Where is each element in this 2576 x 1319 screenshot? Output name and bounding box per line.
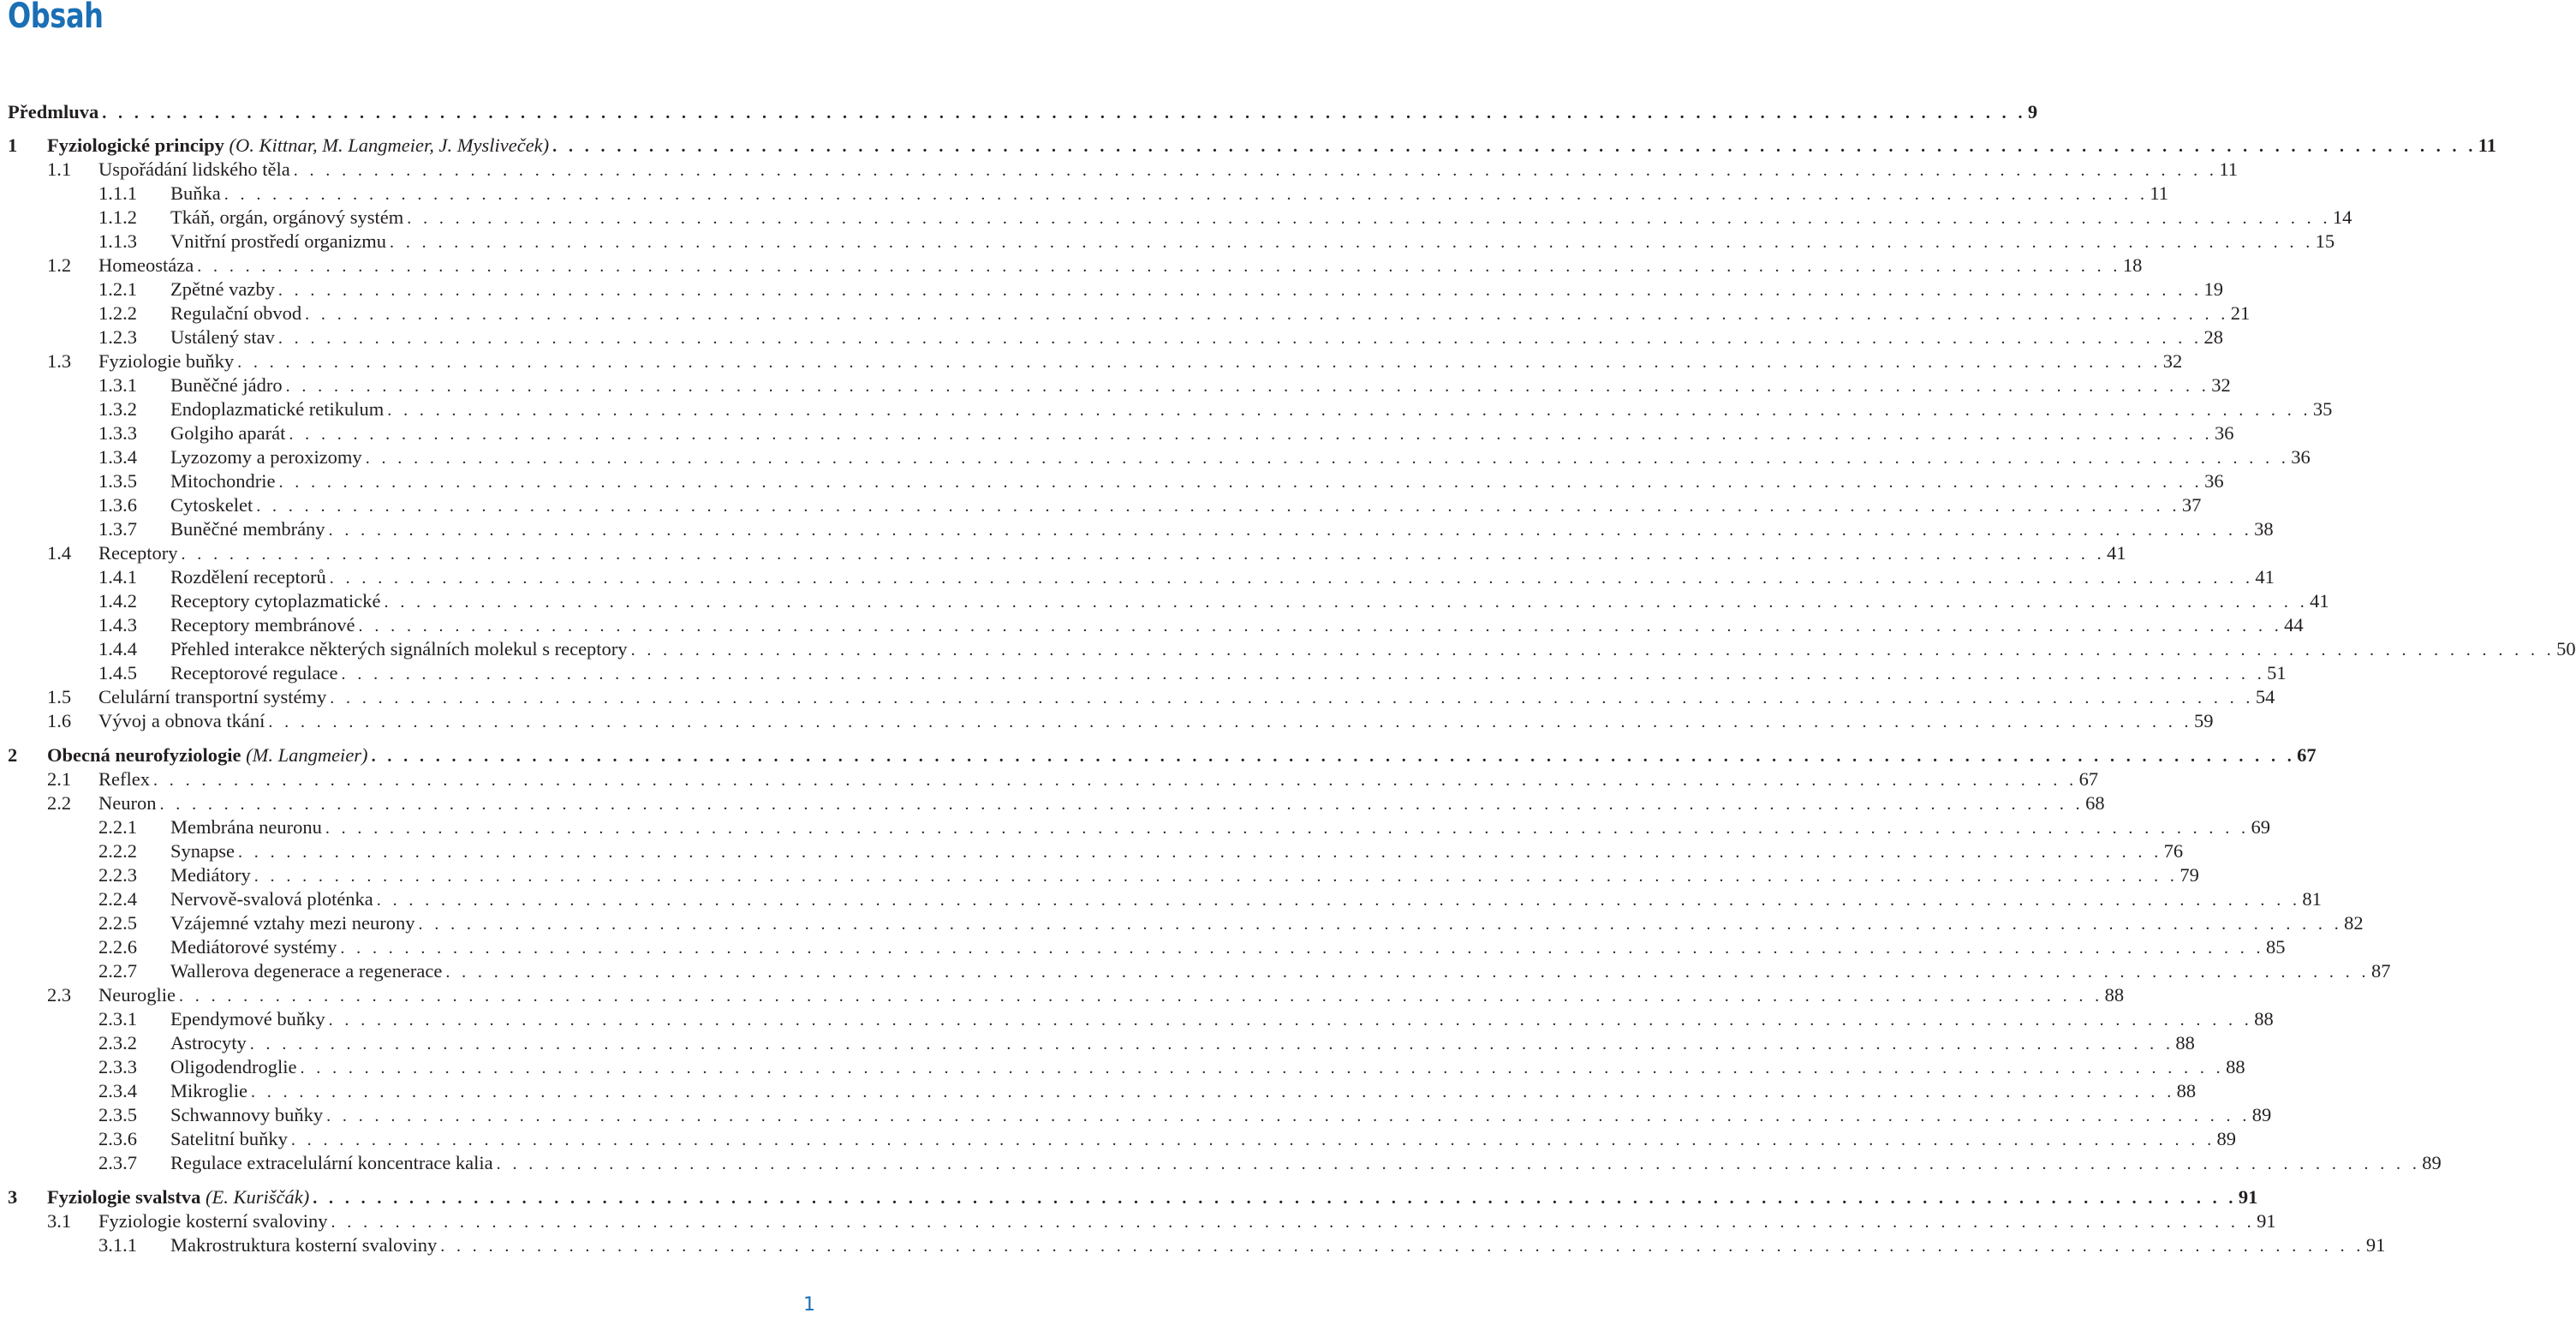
dot-leader: . . . . . . . . . . . . . . . . . . . . . . . . . . . . . . . . . . . . . . . . . . . . . . . . . . . . . . . . . . . . . . . . . . . . . . . . . . . . . . . . . . . . . . . . . . . . . . . . . . . . . . . . . . . . . . . . . . . . . . . .	[329, 569, 2254, 588]
toc-title-text: Předmluva	[8, 101, 99, 122]
toc-chapter[interactable]	[8, 100, 2038, 124]
dot-leader: . . . . . . . . . . . . . . . . . . . . . . . . . . . . . . . . . . . . . . . . . . . . . . . . . . . . . . . . . . . . . . . . . . . . . . . . . . . . . . . . . . . . . . . . . . . . . . . . . . . . . . . . . . . . . . . . . . . . . . . .	[268, 713, 2192, 731]
toc-title-text: Fyziologie kosterní svaloviny	[98, 1210, 328, 1232]
toc-page-number: 44	[2284, 614, 2304, 636]
toc-entry[interactable]	[98, 517, 2274, 541]
toc-title-text: Makrostruktura kosterní svaloviny	[170, 1234, 438, 1256]
toc-number: 1.3.7	[98, 518, 137, 540]
toc-page-number: 91	[2365, 1234, 2386, 1256]
toc-number: 2.3.4	[98, 1080, 137, 1101]
dot-leader: . . . . . . . . . . . . . . . . . . . . . . . . . . . . . . . . . . . . . . . . . . . . . . . . . . . . . . . . . . . . . . . . . . . . . . . . . . . . . . . . . . . . . . . . . . . . . . . . . . . . . . . . . . . . . . . . . . . . . . . .	[178, 987, 2103, 1006]
toc-author: (E. Kuriščák)	[205, 1186, 310, 1208]
toc-title-text: Schwannovy buňky	[170, 1104, 324, 1125]
dot-leader: . . . . . . . . . . . . . . . . . . . . . . . . . . . . . . . . . . . . . . . . . . . . . . . . . . . . . . . . . . . . . . . . . . . . . . . . . . . . . . . . . . . . . . . . . . . . . . . . . . . . . . . . . . . . . . . . . . . . . . . .	[341, 665, 2266, 683]
toc-entry[interactable]	[47, 1209, 2276, 1233]
toc-chapter[interactable]	[8, 743, 2317, 767]
toc-number: 2.3.5	[98, 1104, 137, 1125]
dot-leader: . . . . . . . . . . . . . . . . . . . . . . . . . . . . . . . . . . . . . . . . . . . . . . . . . . . . . . . . . . . . . . . . . . . . . . . . . . . . . . . . . . . . . . . . . . . . . . . . . . . . . . . . . . . . . . . . . . . . . . . .	[371, 747, 2296, 766]
toc-number: 2.2.5	[98, 912, 137, 934]
toc-title-text: Mitochondrie	[170, 470, 276, 492]
toc-title	[170, 469, 278, 493]
toc-page-number: 19	[2203, 278, 2223, 300]
toc-number: 1.6	[47, 710, 72, 731]
toc-title-text: Mikroglie	[170, 1080, 247, 1101]
dot-leader: . . . . . . . . . . . . . . . . . . . . . . . . . . . . . . . . . . . . . . . . . . . . . . . . . . . . . . . . . . . . . . . . . . . . . . . . . . . . . . . . . . . . . . . . . . . . . . . . . . . . . . . . . . . . . . . . . . . . . . . .	[445, 963, 2370, 982]
toc-title-text: Regulační obvod	[170, 302, 302, 324]
toc-page-number: 68	[2085, 792, 2105, 814]
toc-title	[170, 1007, 329, 1031]
toc-title	[170, 1151, 497, 1175]
toc-number: 2.2.4	[98, 888, 137, 910]
toc-number: 1.4.3	[98, 614, 137, 636]
toc-entry[interactable]	[98, 182, 2169, 206]
dot-leader: . . . . . . . . . . . . . . . . . . . . . . . . . . . . . . . . . . . . . . . . . . . . . . . . . . . . . . . . . . . . . . . . . . . . . . . . . . . . . . . . . . . . . . . . . . . . . . . . . . . . . . . . . . . . . . . . . . . . . . . .	[331, 1213, 2256, 1232]
toc-title	[98, 767, 153, 791]
toc-number: 1.4.2	[98, 590, 137, 612]
toc-number: 3.1.1	[98, 1234, 137, 1256]
toc-page-number: 67	[2078, 768, 2099, 790]
toc-entry[interactable]	[47, 791, 2105, 815]
toc-entry[interactable]	[98, 1055, 2245, 1079]
toc-entry[interactable]	[98, 613, 2304, 637]
toc-page-number: 36	[2291, 446, 2311, 468]
toc-entry[interactable]	[98, 661, 2287, 685]
toc-number: 1.4.5	[98, 662, 137, 683]
toc-title-text: Celulární transportní systémy	[98, 686, 327, 707]
toc-number: 1.4.4	[98, 638, 137, 660]
toc-entry[interactable]	[98, 206, 2352, 230]
toc-title-text: Receptory	[98, 542, 178, 564]
toc-entry[interactable]	[98, 589, 2329, 613]
toc-number: 1.4.1	[98, 566, 137, 588]
toc-title-text: Golgiho aparát	[170, 422, 286, 444]
toc-title-text: Mediátory	[170, 864, 251, 886]
toc-title	[98, 349, 237, 373]
toc-entry[interactable]	[98, 637, 2576, 661]
toc-number: 1.3.6	[98, 494, 137, 516]
dot-leader: . . . . . . . . . . . . . . . . . . . . . . . . . . . . . . . . . . . . . . . . . . . . . . . . . . . . . . . . . . . . . . . . . . . . . . . . . . . . . . . . . . . . . . . . . . . . . . . . . . . . . . . . . . . . . . . . . . . . . . . .	[249, 1035, 2174, 1053]
dot-leader: . . . . . . . . . . . . . . . . . . . . . . . . . . . . . . . . . . . . . . . . . . . . . . . . . . . . . . . . . . . . . . . . . . . . . . . . . . . . . . . . . . . . . . . . . . . . . . . . . . . . . . . . . . . . . . . . . . . . . . . .	[152, 771, 2078, 790]
toc-page-number: 21	[2230, 302, 2251, 324]
toc-page-number: 89	[2216, 1128, 2236, 1149]
toc-entry[interactable]	[98, 1127, 2236, 1151]
toc-title	[170, 613, 359, 637]
toc-title-text: Mediátorové systémy	[170, 936, 337, 958]
toc-title-text: Vývoj a obnova tkání	[98, 710, 265, 731]
toc-number: 2.2.1	[98, 816, 137, 838]
toc-page-number: 59	[2193, 710, 2214, 731]
toc-page-number: 32	[2162, 350, 2183, 372]
dot-leader: . . . . . . . . . . . . . . . . . . . . . . . . . . . . . . . . . . . . . . . . . . . . . . . . . . . . . . . . . . . . . . . . . . . . . . . . . . . . . . . . . . . . . . . . . . . . . . . . . . . . . . . . . . . . . . . . . . . . . . . .	[278, 473, 2203, 492]
toc-title-text: Receptory membránové	[170, 614, 355, 636]
toc-number: 1.3.2	[98, 398, 137, 420]
toc-title	[170, 1031, 250, 1055]
dot-leader: . . . . . . . . . . . . . . . . . . . . . . . . . . . . . . . . . . . . . . . . . . . . . . . . . . . . . . . . . . . . . . . . . . . . . . . . . . . . . . . . . . . . . . . . . . . . . . . . . . . . . . . . . . . . . . . . . . . . . . . .	[290, 1131, 2215, 1149]
toc-entry[interactable]	[98, 565, 2275, 589]
toc-title	[170, 1233, 440, 1257]
toc-number: 2.2.6	[98, 936, 137, 958]
toc-page-number: 11	[2150, 182, 2169, 204]
dot-leader: . . . . . . . . . . . . . . . . . . . . . . . . . . . . . . . . . . . . . . . . . . . . . . . . . . . . . . . . . . . . . . . . . . . . . . . . . . . . . . . . . . . . . . . . . . . . . . . . . . . . . . . . . . . . . . . . . . . . . . . .	[376, 891, 2301, 910]
toc-page-number: 76	[2163, 840, 2184, 862]
toc-title-text: Buněčné jádro	[170, 374, 283, 396]
toc-page-number: 89	[2422, 1152, 2442, 1173]
dot-leader: . . . . . . . . . . . . . . . . . . . . . . . . . . . . . . . . . . . . . . . . . . . . . . . . . . . . . . . . . . . . . . . . . . . . . . . . . . . . . . . . . . . . . . . . . . . . . . . . . . . . . . . . . . . . . . . . . . . . . . . .	[325, 819, 2250, 838]
toc-page-number: 88	[2175, 1032, 2195, 1053]
toc-page-number: 88	[2104, 984, 2125, 1006]
dot-leader: . . . . . . . . . . . . . . . . . . . . . . . . . . . . . . . . . . . . . . . . . . . . . . . . . . . . . . . . . . . . . . . . . . . . . . . . . . . . . . . . . . . . . . . . . . . . . . . . . . . . . . . . . . . . . . . . . . . . . . . .	[407, 209, 2331, 228]
toc-title-text: Fyziologické principy	[47, 134, 224, 156]
toc-entry[interactable]	[98, 445, 2311, 469]
toc-number: 2.1	[47, 768, 72, 790]
toc-number: 1.3.4	[98, 446, 137, 468]
toc-title-text: Regulace extracelulární koncentrace kalia	[170, 1152, 493, 1173]
toc-number: 1	[8, 134, 18, 156]
dot-leader: . . . . . . . . . . . . . . . . . . . . . . . . . . . . . . . . . . . . . . . . . . . . . . . . . . . . . . . . . . . . . . . . . . . . . . . . . . . . . . . . . . . . . . . . . . . . . . . . . . . . . . . . . . . . . . . . . . . . . . . .	[418, 915, 2343, 934]
toc-title	[170, 959, 445, 983]
toc-title	[8, 100, 102, 124]
toc-title-text: Zpětné vazby	[170, 278, 275, 300]
toc-author: (O. Kittnar, M. Langmeier, J. Mysliveček)	[229, 134, 550, 156]
toc-page-number: 41	[2107, 542, 2126, 564]
toc-title-text: Receptory cytoplazmatické	[170, 590, 381, 612]
toc-entry[interactable]	[98, 373, 2231, 397]
dot-leader: . . . . . . . . . . . . . . . . . . . . . . . . . . . . . . . . . . . . . . . . . . . . . . . . . . . . . . . . . . . . . . . . . . . . . . . . . . . . . . . . . . . . . . . . . . . . . . . . . . . . . . . . . . . . . . . . . . . . . . . .	[251, 1083, 2175, 1101]
dot-leader: . . . . . . . . . . . . . . . . . . . . . . . . . . . . . . . . . . . . . . . . . . . . . . . . . . . . . . . . . . . . . . . . . . . . . . . . . . . . . . . . . . . . . . . . . . . . . . . . . . . . . . . . . . . . . . . . . . . . . . . .	[285, 377, 2210, 396]
dot-leader: . . . . . . . . . . . . . . . . . . . . . . . . . . . . . . . . . . . . . . . . . . . . . . . . . . . . . . . . . . . . . . . . . . . . . . . . . . . . . . . . . . . . . . . . . . . . . . . . . . . . . . . . . . . . . . . . . . . . . . . .	[390, 233, 2314, 252]
toc-number: 2.2.3	[98, 864, 137, 886]
toc-entry[interactable]	[47, 254, 2143, 278]
toc-page-number: 69	[2251, 816, 2270, 838]
toc-page-number: 81	[2302, 888, 2322, 910]
toc-title	[170, 911, 419, 935]
toc-title-text: Wallerova degenerace a regenerace	[170, 960, 443, 982]
toc-page-number: 37	[2181, 494, 2202, 516]
toc-title	[170, 182, 224, 206]
toc-entry[interactable]	[98, 1079, 2197, 1103]
toc-page-number: 36	[2214, 422, 2234, 444]
toc-entry[interactable]	[98, 325, 2223, 349]
toc-title-text: Lyzozomy a peroxizomy	[170, 446, 362, 468]
toc-page-number: 28	[2203, 326, 2223, 348]
toc-title	[170, 301, 305, 325]
toc-entry[interactable]	[98, 278, 2223, 301]
toc-page-number: 15	[2315, 230, 2335, 252]
dot-leader: . . . . . . . . . . . . . . . . . . . . . . . . . . . . . . . . . . . . . . . . . . . . . . . . . . . . . . . . . . . . . . . . . . . . . . . . . . . . . . . . . . . . . . . . . . . . . . . . . . . . . . . . . . . . . . . . . . . . . . . .	[328, 521, 2253, 540]
toc-page-number: 89	[2251, 1104, 2272, 1125]
dot-leader: . . . . . . . . . . . . . . . . . . . . . . . . . . . . . . . . . . . . . . . . . . . . . . . . . . . . . . . . . . . . . . . . . . . . . . . . . . . . . . . . . . . . . . . . . . . . . . . . . . . . . . . . . . . . . . . . . . . . . . . .	[496, 1155, 2421, 1173]
toc-number: 1.2	[47, 254, 72, 276]
toc-number: 2	[8, 744, 18, 766]
toc-number: 1.1.2	[98, 206, 137, 228]
toc-title	[170, 1055, 300, 1079]
dot-leader: . . . . . . . . . . . . . . . . . . . . . . . . . . . . . . . . . . . . . . . . . . . . . . . . . . . . . . . . . . . . . . . . . . . . . . . . . . . . . . . . . . . . . . . . . . . . . . . . . . . . . . . . . . . . . . . . . . . . . . . .	[238, 843, 2162, 862]
toc-title-text: Homeostáza	[98, 254, 194, 276]
toc-page-number: 54	[2255, 686, 2275, 707]
toc-entry[interactable]	[98, 887, 2322, 911]
toc-title	[47, 134, 552, 158]
dot-leader: . . . . . . . . . . . . . . . . . . . . . . . . . . . . . . . . . . . . . . . . . . . . . . . . . . . . . . . . . . . . . . . . . . . . . . . . . . . . . . . . . . . . . . . . . . . . . . . . . . . . . . . . . . . . . . . . . . . . . . . .	[300, 1059, 2225, 1077]
toc-title	[170, 565, 330, 589]
toc-title-text: Oligodendroglie	[170, 1056, 297, 1077]
toc-title	[47, 1185, 313, 1209]
toc-title	[170, 517, 329, 541]
toc-title	[98, 709, 268, 733]
toc-number: 2.3	[47, 984, 72, 1006]
toc-page-number: 51	[2267, 662, 2287, 683]
toc-title-text: Astrocyty	[170, 1032, 247, 1053]
toc-entry[interactable]	[98, 839, 2184, 863]
dot-leader: . . . . . . . . . . . . . . . . . . . . . . . . . . . . . . . . . . . . . . . . . . . . . . . . . . . . . . . . . . . . . . . . . . . . . . . . . . . . . . . . . . . . . . . . . . . . . . . . . . . . . . . . . . . . . . . . . . . . . . . .	[293, 161, 2218, 180]
dot-leader: . . . . . . . . . . . . . . . . . . . . . . . . . . . . . . . . . . . . . . . . . . . . . . . . . . . . . . . . . . . . . . . . . . . . . . . . . . . . . . . . . . . . . . . . . . . . . . . . . . . . . . . . . . . . . . . . . . . . . . . .	[340, 939, 2264, 958]
toc-entry[interactable]	[98, 935, 2286, 959]
toc-title-text: Cytoskelet	[170, 494, 253, 516]
dot-leader: . . . . . . . . . . . . . . . . . . . . . . . . . . . . . . . . . . . . . . . . . . . . . . . . . . . . . . . . . . . . . . . . . . . . . . . . . . . . . . . . . . . . . . . . . . . . . . . . . . . . . . . . . . . . . . . . . . . . . . . .	[328, 1011, 2253, 1030]
dot-leader: . . . . . . . . . . . . . . . . . . . . . . . . . . . . . . . . . . . . . . . . . . . . . . . . . . . . . . . . . . . . . . . . . . . . . . . . . . . . . . . . . . . . . . . . . . . . . . . . . . . . . . . . . . . . . . . . . . . . . . . .	[159, 795, 2084, 814]
toc-entry[interactable]	[98, 1103, 2272, 1127]
toc-number: 1.1.3	[98, 230, 137, 252]
toc-entry[interactable]	[98, 1151, 2442, 1175]
toc-page-number: 9	[2027, 101, 2038, 122]
toc-title	[170, 661, 342, 685]
toc-page-number: 36	[2204, 470, 2224, 492]
dot-leader: . . . . . . . . . . . . . . . . . . . . . . . . . . . . . . . . . . . . . . . . . . . . . . . . . . . . . . . . . . . . . . . . . . . . . . . . . . . . . . . . . . . . . . . . . . . . . . . . . . . . . . . . . . . . . . . . . . . . . . . .	[253, 867, 2179, 886]
toc-number: 1.3	[47, 350, 72, 372]
toc-title	[170, 397, 387, 421]
toc-author: (M. Langmeier)	[246, 744, 368, 766]
toc-title	[170, 589, 385, 613]
toc-title	[170, 935, 340, 959]
toc-number: 1.2.1	[98, 278, 137, 300]
toc-page-number: 11	[2219, 158, 2238, 180]
toc-page-number: 41	[2255, 566, 2275, 588]
page-number: 1	[803, 1294, 815, 1316]
toc-title-text: Nervově-svalová ploténka	[170, 888, 373, 910]
dot-leader: . . . . . . . . . . . . . . . . . . . . . . . . . . . . . . . . . . . . . . . . . . . . . . . . . . . . . . . . . . . . . . . . . . . . . . . . . . . . . . . . . . . . . . . . . . . . . . . . . . . . . . . . . . . . . . . . . . . . . . . .	[387, 401, 2311, 420]
toc-page-number: 88	[2254, 1008, 2274, 1030]
toc-number: 2.3.6	[98, 1128, 137, 1149]
toc-title-text: Přehled interakce některých signálních molekul s receptory	[170, 638, 628, 660]
toc-number: 3	[8, 1186, 18, 1208]
toc-title	[170, 839, 238, 863]
toc-title-text: Obecná neurofyziologie	[47, 744, 242, 766]
toc-page-number: 35	[2312, 398, 2333, 420]
toc-title	[170, 230, 390, 254]
toc-number: 1.3.1	[98, 374, 137, 396]
toc-page-number: 87	[2370, 960, 2391, 982]
toc-title-text: Fyziologie svalstva	[47, 1186, 201, 1208]
toc-entry[interactable]	[98, 1007, 2274, 1031]
toc-entry[interactable]	[98, 493, 2202, 517]
toc-title-text: Neuron	[98, 792, 157, 814]
toc-entry[interactable]	[98, 1233, 2386, 1257]
toc-page-number: 41	[2310, 590, 2329, 612]
toc-title-text: Fyziologie buňky	[98, 350, 235, 372]
toc-title-text: Ustálený stav	[170, 326, 275, 348]
toc-title-text: Vzájemné vztahy mezi neurony	[170, 912, 415, 934]
toc-number: 1.2.3	[98, 326, 137, 348]
toc-title	[98, 791, 159, 815]
toc-page-number: 14	[2332, 206, 2352, 228]
toc-number: 2.3.2	[98, 1032, 137, 1053]
toc-entry[interactable]	[47, 158, 2238, 182]
toc-title	[47, 743, 372, 767]
toc-page-number: 85	[2265, 936, 2286, 958]
toc-number: 2.3.7	[98, 1152, 137, 1173]
toc-title	[170, 1103, 326, 1127]
toc-chapter[interactable]	[8, 134, 2497, 158]
toc-title	[98, 685, 330, 709]
dot-leader: . . . . . . . . . . . . . . . . . . . . . . . . . . . . . . . . . . . . . . . . . . . . . . . . . . . . . . . . . . . . . . . . . . . . . . . . . . . . . . . . . . . . . . . . . . . . . . . . . . . . . . . . . . . . . . . . . . . . . . . .	[237, 353, 2162, 372]
toc-entry[interactable]	[98, 469, 2224, 493]
toc-entry[interactable]	[47, 541, 2126, 565]
toc-number: 2.3.1	[98, 1008, 137, 1030]
toc-page-number: 79	[2179, 864, 2199, 886]
toc-number: 1.2.2	[98, 302, 137, 324]
toc-entry[interactable]	[98, 397, 2333, 421]
dot-leader: . . . . . . . . . . . . . . . . . . . . . . . . . . . . . . . . . . . . . . . . . . . . . . . . . . . . . . . . . . . . . . . . . . . . . . . . . . . . . . . . . . . . . . . . . . . . . . . . . . . . . . . . . . . . . . . . . . . . . . . .	[384, 593, 2309, 612]
toc-number: 1.3.5	[98, 470, 137, 492]
toc-entry[interactable]	[98, 815, 2270, 839]
toc-entry[interactable]	[47, 767, 2099, 791]
dot-leader: . . . . . . . . . . . . . . . . . . . . . . . . . . . . . . . . . . . . . . . . . . . . . . . . . . . . . . . . . . . . . . . . . . . . . . . . . . . . . . . . . . . . . . . . . . . . . . . . . . . . . . . . . . . . . . . . . . . . . . . .	[305, 305, 2229, 324]
toc-title-text: Neuroglie	[98, 984, 176, 1006]
dot-leader: . . . . . . . . . . . . . . . . . . . . . . . . . . . . . . . . . . . . . . . . . . . . . . . . . . . . . . . . . . . . . . . . . . . . . . . . . . . . . . . . . . . . . . . . . . . . . . . . . . . . . . . . . . . . . . . . . . . . . . . .	[358, 617, 2283, 636]
toc-title	[98, 983, 179, 1007]
dot-leader: . . . . . . . . . . . . . . . . . . . . . . . . . . . . . . . . . . . . . . . . . . . . . . . . . . . . . . . . . . . . . . . . . . . . . . . . . . . . . . . . . . . . . . . . . . . . . . . . . . . . . . . . . . . . . . . . . . . . . . . .	[277, 281, 2203, 300]
dot-leader: . . . . . . . . . . . . . . . . . . . . . . . . . . . . . . . . . . . . . . . . . . . . . . . . . . . . . . . . . . . . . . . . . . . . . . . . . . . . . . . . . . . . . . . . . . . . . . . . . . . . . . . . . . . . . . . . . . . . . . . .	[440, 1237, 2364, 1256]
toc-entry[interactable]	[98, 230, 2335, 254]
toc-title	[170, 421, 289, 445]
dot-leader: . . . . . . . . . . . . . . . . . . . . . . . . . . . . . . . . . . . . . . . . . . . . . . . . . . . . . . . . . . . . . . . . . . . . . . . . . . . . . . . . . . . . . . . . . . . . . . . . . . . . . . . . . . . . . . . . . . . . . . . .	[330, 689, 2254, 707]
toc-chapter[interactable]	[8, 1185, 2258, 1209]
toc-title	[170, 206, 407, 230]
toc-title-text: Ependymové buňky	[170, 1008, 325, 1030]
toc-entry[interactable]	[98, 959, 2391, 983]
toc-number: 1.1.1	[98, 182, 137, 204]
dot-leader: . . . . . . . . . . . . . . . . . . . . . . . . . . . . . . . . . . . . . . . . . . . . . . . . . . . . . . . . . . . . . . . . . . . . . . . . . . . . . . . . . . . . . . . . . . . . . . . . . . . . . . . . . . . . . . . . . . . . . . . .	[277, 329, 2203, 348]
dot-leader: . . . . . . . . . . . . . . . . . . . . . . . . . . . . . . . . . . . . . . . . . . . . . . . . . . . . . . . . . . . . . . . . . . . . . . . . . . . . . . . . . . . . . . . . . . . . . . . . . . . . . . . . . . . . . . . . . . . . . . . .	[365, 449, 2290, 468]
toc-title	[170, 815, 325, 839]
toc-page-number: 91	[2238, 1186, 2258, 1208]
toc-page-number: 88	[2176, 1080, 2197, 1101]
dot-leader: . . . . . . . . . . . . . . . . . . . . . . . . . . . . . . . . . . . . . . . . . . . . . . . . . . . . . . . . . . . . . . . . . . . . . . . . . . . . . . . . . . . . . . . . . . . . . . . . . . . . . . . . . . . . . . . . . . . . . . . .	[256, 497, 2180, 516]
toc-page-number: 11	[2478, 134, 2497, 156]
toc-title	[170, 493, 256, 517]
toc-entry[interactable]	[98, 911, 2364, 935]
toc-page-number: 88	[2226, 1056, 2245, 1077]
dot-leader: . . . . . . . . . . . . . . . . . . . . . . . . . . . . . . . . . . . . . . . . . . . . . . . . . . . . . . . . . . . . . . . . . . . . . . . . . . . . . . . . . . . . . . . . . . . . . . . . . . . . . . . . . . . . . . . . . . . . . . . .	[197, 257, 2121, 276]
toc-title-text: Buňka	[170, 182, 221, 204]
toc-number: 2.3.3	[98, 1056, 137, 1077]
toc-title	[170, 1127, 291, 1151]
toc-number: 1.5	[47, 686, 72, 707]
toc-number: 3.1	[47, 1210, 72, 1232]
toc-entry[interactable]	[98, 863, 2199, 887]
dot-leader: . . . . . . . . . . . . . . . . . . . . . . . . . . . . . . . . . . . . . . . . . . . . . . . . . . . . . . . . . . . . . . . . . . . . . . . . . . . . . . . . . . . . . . . . . . . . . . . . . . . . . . . . . . . . . . . . . . . . . . . .	[313, 1189, 2237, 1208]
toc-title	[170, 325, 278, 349]
toc-title-text: Membrána neuronu	[170, 816, 322, 838]
toc-title-text: Satelitní buňky	[170, 1128, 288, 1149]
dot-leader: . . . . . . . . . . . . . . . . . . . . . . . . . . . . . . . . . . . . . . . . . . . . . . . . . . . . . . . . . . . . . . . . . . . . . . . . . . . . . . . . . . . . . . . . . . . . . . . . . . . . . . . . . . . . . . . . . . . . . . . .	[630, 641, 2555, 660]
toc-number: 1.1	[47, 158, 72, 180]
toc-page-number: 82	[2344, 912, 2364, 934]
toc-page-number: 67	[2297, 744, 2317, 766]
toc-title-text: Vnitřní prostředí organizmu	[170, 230, 387, 252]
dot-leader: . . . . . . . . . . . . . . . . . . . . . . . . . . . . . . . . . . . . . . . . . . . . . . . . . . . . . . . . . . . . . . . . . . . . . . . . . . . . . . . . . . . . . . . . . . . . . . . . . . . . . . . . . . . . . . . . . . . . . . . .	[326, 1107, 2251, 1125]
toc-page-number: 91	[2257, 1210, 2276, 1232]
toc-title-text: Reflex	[98, 768, 150, 790]
toc-number: 2.2.2	[98, 840, 137, 862]
toc-title	[98, 158, 294, 182]
toc-title-text: Uspořádání lidského těla	[98, 158, 290, 180]
toc-title	[170, 1079, 251, 1103]
toc-page-number: 32	[2211, 374, 2231, 396]
toc-title	[170, 278, 278, 301]
toc-number: 2.2	[47, 792, 72, 814]
dot-leader: . . . . . . . . . . . . . . . . . . . . . . . . . . . . . . . . . . . . . . . . . . . . . . . . . . . . . . . . . . . . . . . . . . . . . . . . . . . . . . . . . . . . . . . . . . . . . . . . . . . . . . . . . . . . . . . . . . . . . . . .	[552, 137, 2477, 156]
toc-title-text: Receptorové regulace	[170, 662, 338, 683]
toc-page-number: 18	[2122, 254, 2143, 276]
toc-title	[170, 445, 366, 469]
toc-title	[170, 637, 631, 661]
toc-entry[interactable]	[98, 1031, 2195, 1055]
toc-title-text: Buněčné membrány	[170, 518, 325, 540]
toc-page-number: 50	[2556, 638, 2576, 660]
dot-leader: . . . . . . . . . . . . . . . . . . . . . . . . . . . . . . . . . . . . . . . . . . . . . . . . . . . . . . . . . . . . . . . . . . . . . . . . . . . . . . . . . . . . . . . . . . . . . . . . . . . . . . . . . . . . . . . . . . . . . . . .	[102, 104, 2026, 122]
toc-entry[interactable]	[47, 709, 2214, 733]
toc-entry[interactable]	[98, 301, 2251, 325]
toc-title	[170, 887, 377, 911]
dot-leader: . . . . . . . . . . . . . . . . . . . . . . . . . . . . . . . . . . . . . . . . . . . . . . . . . . . . . . . . . . . . . . . . . . . . . . . . . . . . . . . . . . . . . . . . . . . . . . . . . . . . . . . . . . . . . . . . . . . . . . . .	[224, 185, 2149, 204]
toc-entry[interactable]	[47, 983, 2125, 1007]
toc-title-text: Rozdělení receptorů	[170, 566, 326, 588]
toc-title-text: Synapse	[170, 840, 235, 862]
toc-entry[interactable]	[98, 421, 2234, 445]
toc-entry[interactable]	[47, 685, 2275, 709]
toc-page-number: 38	[2254, 518, 2274, 540]
toc-title	[98, 254, 197, 278]
toc-title	[170, 373, 286, 397]
toc-title-text: Endoplazmatické retikulum	[170, 398, 385, 420]
toc-entry[interactable]	[47, 349, 2183, 373]
dot-leader: . . . . . . . . . . . . . . . . . . . . . . . . . . . . . . . . . . . . . . . . . . . . . . . . . . . . . . . . . . . . . . . . . . . . . . . . . . . . . . . . . . . . . . . . . . . . . . . . . . . . . . . . . . . . . . . . . . . . . . . .	[289, 425, 2213, 444]
toc-number: 1.4	[47, 542, 72, 564]
toc-number: 1.3.3	[98, 422, 137, 444]
dot-leader: . . . . . . . . . . . . . . . . . . . . . . . . . . . . . . . . . . . . . . . . . . . . . . . . . . . . . . . . . . . . . . . . . . . . . . . . . . . . . . . . . . . . . . . . . . . . . . . . . . . . . . . . . . . . . . . . . . . . . . . .	[181, 545, 2106, 564]
toc-title	[98, 1209, 331, 1233]
toc-title-text: Tkáň, orgán, orgánový systém	[170, 206, 404, 228]
toc-number: 2.2.7	[98, 960, 137, 982]
toc-title	[170, 863, 254, 887]
toc-title	[98, 541, 181, 565]
page-title: Obsah	[8, 0, 104, 36]
